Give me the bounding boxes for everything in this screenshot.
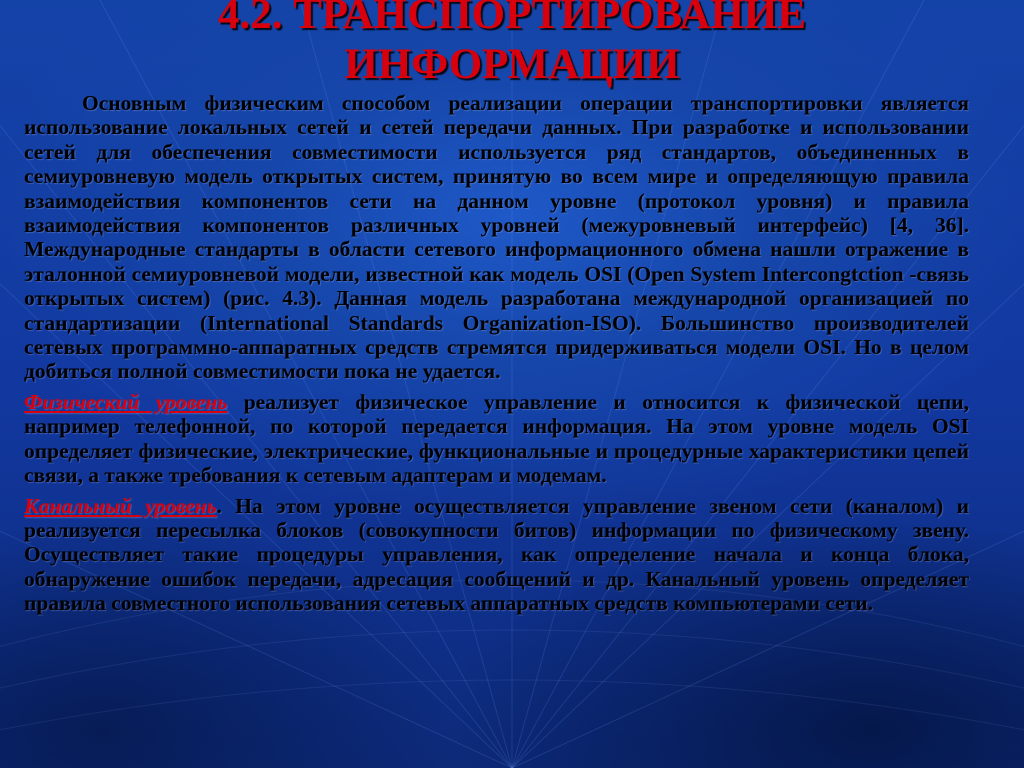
paragraph-data-link-layer — [24, 494, 969, 616]
paragraph-physical-layer-text: реализует физическое управление и относится к физической цепи, например телефонной, по которой передается информация. На этом уровне модель OSI определяет физические, электрические, функциональные и процедурные характеристики цепей связи, а также требования к сетевым адаптерам и модемам. — [24, 389, 970, 488]
paragraph-intro: Основным физическим способом реализации операции транспортировки является использование локальных сетей и сетей передачи данных. При разработке и использовании сетей для обеспечения совместимости используется ряд стандартов, объединенных в семиуровневую модель открытых систем, принятую во всем мире и определяющую правила взаимодействия компонентов сети на данном уровне (протокол уровня) и правила взаимодействия компонентов различных уровней (межуровневый интерфейс) [4, 36]. Международные стандарты в области сетевого информационного обмена нашли отражение в эталонной семиуровневой модели, известной как модель OSI (Open System Intercongtction -связь открытых систем) (рис. 4.3). Данная модель разработана международной организацией по стандартизации (International Standards Organization-ISO). Большинство производителей сетевых программно-аппаратных средств стремятся придерживаться модели OSI. Но в целом добиться полной совместимости пока не удается. — [24, 91, 969, 384]
term-physical-layer: Физический уровень — [24, 389, 228, 414]
paragraph-data-link-layer-text: . На этом уровне осуществляется управление звеном сети (каналом) и реализуется пересылка блоков (совокупности битов) информации по физическому звену. Осуществляет такие процедуры управления, как определение начала и конца блока, обнаружение ошибок передачи, адресация сообщений и др. Канальный уровень определяет правила совместного использования сетевых аппаратных средств компьютерами сети. — [24, 493, 969, 616]
paragraph-physical-layer — [24, 390, 969, 488]
term-data-link-layer: Канальный уровень — [24, 493, 217, 518]
slide-body — [24, 91, 969, 622]
title-line-2: ИНФОРМАЦИИ — [344, 41, 680, 88]
title-line-1: 4.2. ТРАНСПОРТИРОВАНИЕ — [217, 0, 807, 38]
slide-title — [0, 0, 1024, 90]
